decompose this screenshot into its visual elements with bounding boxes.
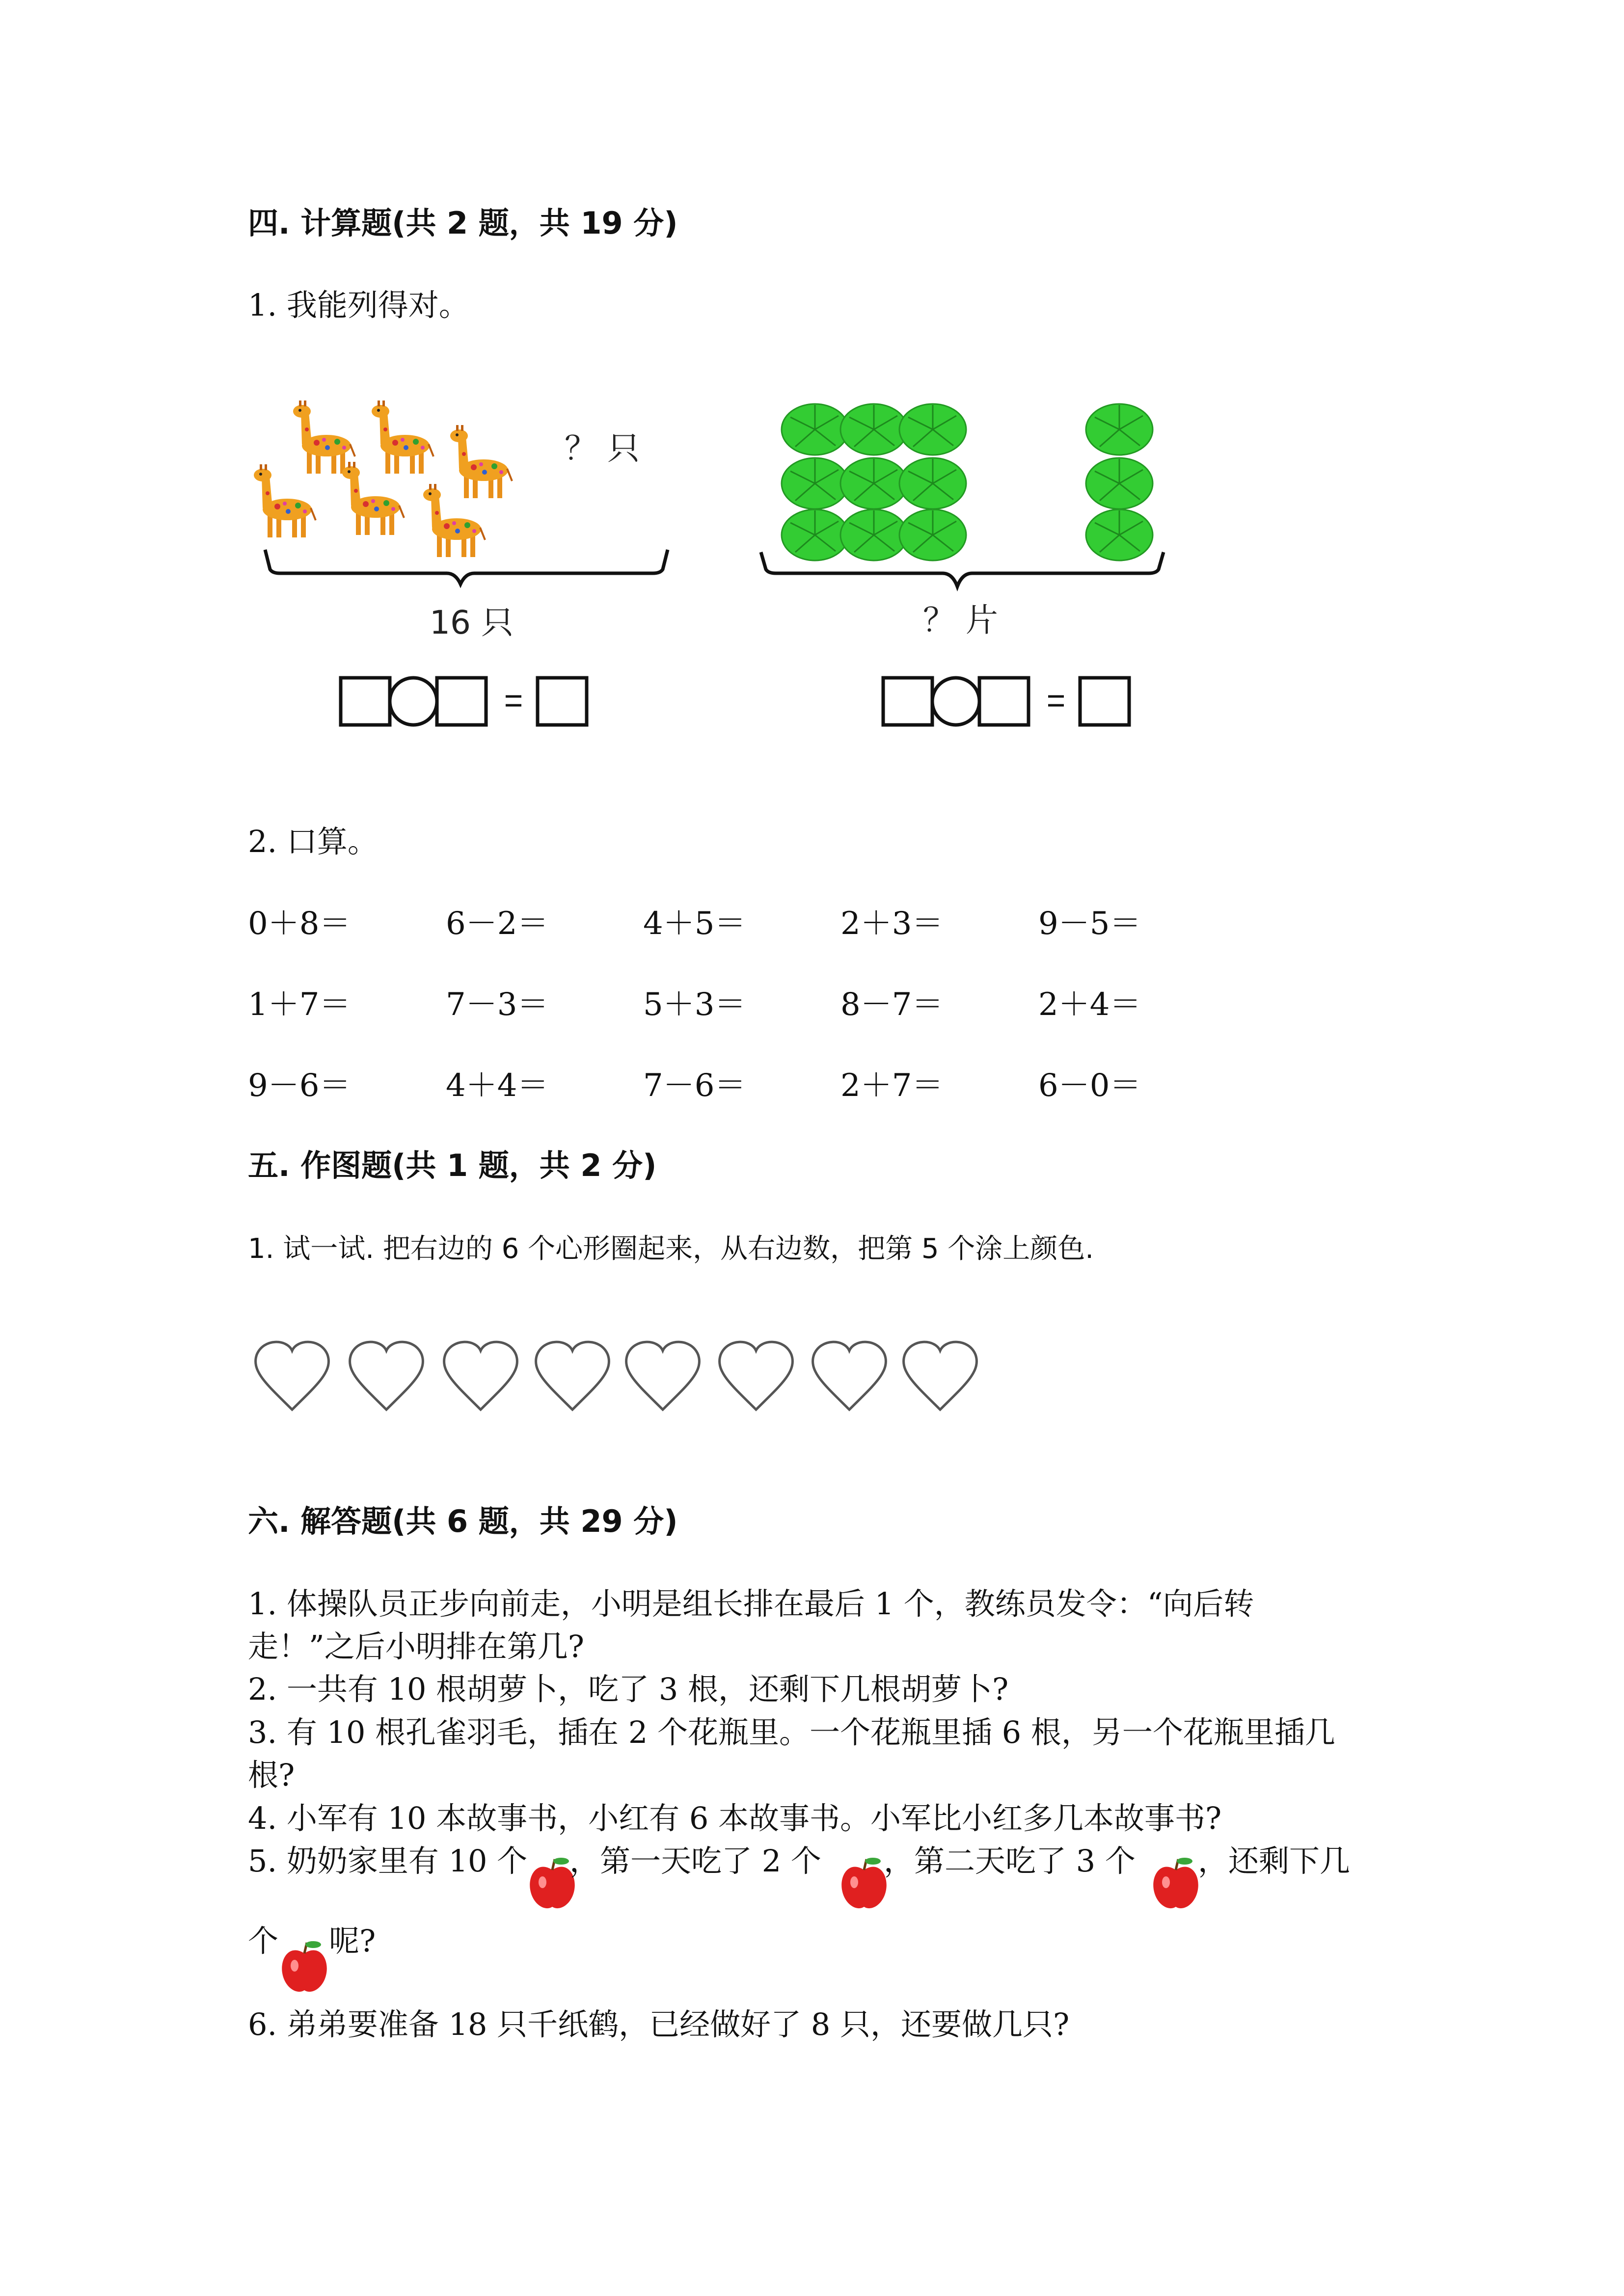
question-6-6: 6. 弟弟要准备 18 只千纸鹤，已经做好了 8 只，还要做几只?	[248, 2006, 1070, 2042]
giraffe-icon-1	[293, 400, 355, 474]
calc-r1-c2: 6－2＝	[446, 906, 549, 942]
calc-r1-c3: 4＋5＝	[643, 906, 746, 942]
heart-icon-8	[904, 1342, 977, 1410]
equation-boxes-right	[881, 675, 1137, 729]
question-6-1-line2: 走！”之后小明排在第几?	[248, 1629, 584, 1664]
answer-box-1	[341, 678, 390, 725]
question-6-5-part2: ，第一天吃了 2 个	[569, 1843, 821, 1879]
operator-circle	[932, 678, 979, 725]
question-6-5-part5: 个	[248, 1923, 279, 1959]
answer-box-3	[538, 678, 587, 725]
calc-r1-c4: 2＋3＝	[840, 906, 944, 942]
answer-box-2	[979, 678, 1029, 725]
calc-r2-c3: 5＋3＝	[643, 987, 746, 1023]
question-6-5-part1: 5. 奶奶家里有 10 个	[248, 1843, 528, 1879]
calc-r1-c1: 0＋8＝	[248, 906, 351, 942]
leaf-icon-3	[899, 404, 966, 455]
leaf-icon-6	[899, 458, 966, 509]
calc-r2-c5: 2＋4＝	[1038, 987, 1141, 1023]
leaf-icon-10	[1086, 404, 1153, 455]
heart-icon-4	[536, 1342, 609, 1410]
giraffe-unknown-label: ？ 只	[565, 429, 640, 467]
giraffe-icon-3	[450, 425, 512, 498]
calc-r2-c2: 7－3＝	[446, 987, 549, 1023]
question-4-2-prompt: 2. 口算。	[248, 824, 378, 859]
calc-r3-c3: 7－6＝	[643, 1068, 746, 1104]
giraffe-total-label: 16 只	[430, 604, 514, 641]
calc-r3-c4: 2＋7＝	[840, 1068, 944, 1104]
question-4-1-prompt: 1. 我能列得对。	[248, 287, 469, 323]
leaf-total-label: ？ 片	[923, 601, 998, 639]
apple-icon	[1151, 1855, 1200, 1914]
section-4-title: 四. 计算题(共 2 题，共 19 分)	[248, 205, 678, 241]
question-6-3-line1: 3. 有 10 根孔雀羽毛，插在 2 个花瓶里。一个花瓶里插 6 根，另一个花瓶里插几	[248, 1714, 1335, 1750]
calc-r3-c1: 9－6＝	[248, 1068, 351, 1104]
answer-box-3	[1080, 678, 1129, 725]
calc-r2-c1: 1＋7＝	[248, 987, 351, 1023]
calc-r1-c5: 9－5＝	[1038, 906, 1141, 942]
leaf-icon-11	[1086, 458, 1153, 509]
answer-box-2	[437, 678, 486, 725]
heart-icon-2	[350, 1342, 423, 1410]
calc-r2-c4: 8－7＝	[840, 987, 944, 1023]
question-6-5-part3: ，第二天吃了 3 个	[884, 1843, 1136, 1879]
equation-boxes-left	[339, 675, 594, 729]
giraffe-icon-4	[254, 464, 316, 537]
heart-icon-7	[813, 1342, 886, 1410]
question-6-3-line2: 根?	[248, 1757, 295, 1793]
apple-icon	[839, 1855, 889, 1914]
apple-icon	[280, 1939, 329, 1998]
section-6-title: 六. 解答题(共 6 题，共 29 分)	[248, 1503, 678, 1539]
question-5-1-prompt: 1. 试一试. 把右边的 6 个心形圈起来，从右边数，把第 5 个涂上颜色.	[248, 1233, 1094, 1265]
heart-icon-1	[256, 1342, 329, 1410]
leaf-icon-1	[782, 404, 848, 455]
section-5-title: 五. 作图题(共 1 题，共 2 分)	[248, 1148, 657, 1183]
question-6-5-part4: ，还剩下几	[1198, 1843, 1351, 1879]
leaf-icon-5	[840, 458, 907, 509]
answer-box-1	[883, 678, 932, 725]
calc-r3-c2: 4＋4＝	[446, 1068, 549, 1104]
leaf-icon-2	[840, 404, 907, 455]
operator-circle	[390, 678, 437, 725]
question-6-2: 2. 一共有 10 根胡萝卜，吃了 3 根，还剩下几根胡萝卜?	[248, 1671, 1009, 1707]
heart-icon-5	[626, 1342, 700, 1410]
giraffe-icon-2	[372, 400, 433, 474]
leaf-icon-4	[782, 458, 848, 509]
hearts-row	[248, 1325, 994, 1423]
calc-r3-c5: 6－0＝	[1038, 1068, 1141, 1104]
heart-icon-6	[720, 1342, 793, 1410]
question-6-1-line1: 1. 体操队员正步向前走，小明是组长排在最后 1 个，教练员发令：“向后转	[248, 1586, 1254, 1622]
question-6-5-part6: 呢?	[329, 1923, 376, 1959]
question-6-4: 4. 小军有 10 本故事书，小红有 6 本故事书。小军比小红多几本故事书?	[248, 1800, 1222, 1836]
heart-icon-3	[444, 1342, 517, 1410]
